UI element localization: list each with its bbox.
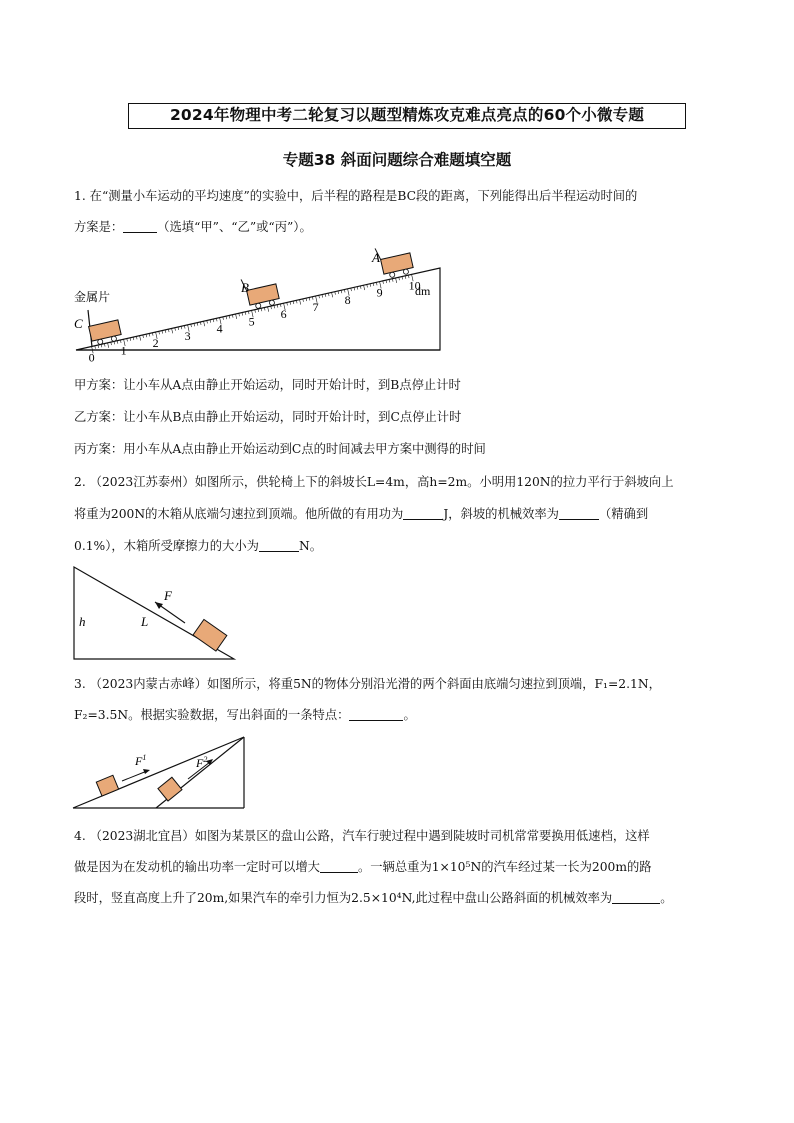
ruler-tick xyxy=(300,300,301,305)
ruler-label: 1 xyxy=(120,343,127,358)
q2-part4: 0.1%），木箱所受摩擦力的大小为 xyxy=(74,539,259,553)
ruler-tick xyxy=(396,278,397,283)
point-a-label: A xyxy=(372,250,380,265)
q3-part2: 。 xyxy=(403,708,416,722)
force-label-f2: $F^2$ xyxy=(196,755,208,770)
q4-part2: 。一辆总重为1×10⁵N的汽车经过某一长为200m的路 xyxy=(357,860,652,874)
q1-text-line2 xyxy=(74,219,312,235)
q2-part3: （精确到 xyxy=(598,507,649,521)
q2-text-line2 xyxy=(74,506,648,522)
incline-board xyxy=(76,268,440,350)
q2-useful-work-blank[interactable] xyxy=(403,507,443,520)
ruler-label: 10 xyxy=(408,278,421,293)
q2-part1: 将重为200N的木箱从底端匀速拉到顶端。他所做的有用功为 xyxy=(74,507,404,521)
q4-part4: 。 xyxy=(660,891,673,905)
q4-part3: 段时，竖直高度上升了20m,如果汽车的牵引力恒为2.5×10⁴N,此过程中盘山公路斜面的机械效率为 xyxy=(74,891,613,905)
ruler-tick xyxy=(268,307,269,312)
height-label-h: h xyxy=(79,614,86,629)
q3-part1: F₂=3.5N。根据实验数据，写出斜面的一条特点： xyxy=(74,708,350,722)
force-arrowhead xyxy=(155,602,163,609)
ruler-tick xyxy=(332,292,333,297)
q1-plan-b: 乙方案：让小车从B点由静止开始运动，同时开始计时，到C点停止计时 xyxy=(74,410,462,424)
q4-text-line1: 4. （2023湖北宜昌）如图为某景区的盘山公路，汽车行驶过程中遇到陡坡时司机常常要换用低速档，这样 xyxy=(74,829,650,843)
ruler-tick xyxy=(172,328,173,333)
q4-text-line3 xyxy=(74,890,673,906)
q1-text-line1: 1. 在“测量小车运动的平均速度”的实验中，后半程的路程是BC段的距离，下列能得出后半程运动时间的 xyxy=(74,189,638,203)
force-label-f1: $F^1$ xyxy=(135,753,147,768)
q1-options: （选填“甲”、“乙”或“丙”）。 xyxy=(157,220,312,234)
q3-text-line1: 3. （2023内蒙古赤峰）如图所示，将重5N的物体分别沿光滑的两个斜面由底端匀速拉到顶端，F₁=2.1N， xyxy=(74,677,661,691)
q2-part2: J，斜坡的机械效率为 xyxy=(443,507,559,521)
q4-gear-blank[interactable] xyxy=(320,860,358,873)
cart-at-a xyxy=(375,241,414,279)
length-label-l: L xyxy=(141,614,149,629)
q2-friction-blank[interactable] xyxy=(259,539,299,552)
q1-incline-figure xyxy=(70,248,450,368)
force-label-f: F xyxy=(164,588,172,603)
gentle-slope xyxy=(73,737,244,808)
q3-two-slopes-figure xyxy=(70,735,250,811)
ruler-label: 9 xyxy=(376,285,383,300)
ruler-label: 4 xyxy=(216,321,223,336)
q1-plan-a: 甲方案：让小车从A点由静止开始运动，同时开始计时，到B点停止计时 xyxy=(74,378,461,392)
block-on-gentle-slope xyxy=(96,775,118,796)
ruler-unit: dm xyxy=(415,284,431,298)
block-on-steep-slope xyxy=(158,777,182,801)
ruler-tick xyxy=(108,343,109,348)
ruler-label: 8 xyxy=(344,292,351,307)
q2-text-line3 xyxy=(74,538,322,554)
q4-efficiency-blank[interactable] xyxy=(612,891,660,904)
ruler-label: 5 xyxy=(248,314,255,329)
q2-efficiency-blank[interactable] xyxy=(559,507,599,520)
ruler-tick xyxy=(140,336,141,341)
ruler-label: 6 xyxy=(280,307,287,322)
point-b-label: B xyxy=(241,280,249,295)
q1-answer-blank[interactable] xyxy=(123,220,157,233)
point-c-label: C xyxy=(74,316,83,331)
q3-text-line2 xyxy=(74,707,416,723)
ruler-label: 0 xyxy=(88,350,95,365)
q2-part5: N。 xyxy=(298,539,323,553)
ruler-tick xyxy=(364,285,365,290)
ruler-label: 7 xyxy=(312,300,319,315)
q2-text-line1: 2. （2023江苏泰州）如图所示，供轮椅上下的斜坡长L=4m，高h=2m。小明用120N的拉力平行于斜坡向上 xyxy=(74,475,674,489)
document-title: 2024年物理中考二轮复习以题型精炼攻克难点亮点的60个小微专题 xyxy=(128,103,686,129)
q2-slope-figure xyxy=(70,565,240,663)
wooden-box xyxy=(193,619,227,651)
q4-text-line2 xyxy=(74,859,652,875)
ruler-label: 3 xyxy=(184,328,191,343)
ruler-label: 2 xyxy=(152,336,159,351)
ruler-tick xyxy=(204,321,205,326)
q1-plan-c: 丙方案：用小车从A点由静止开始运动到C点的时间减去甲方案中测得的时间 xyxy=(74,442,486,456)
metal-plate-label: 金属片 xyxy=(74,290,111,304)
ruler-tick xyxy=(236,314,237,319)
section-subtitle: 专题38 斜面问题综合难题填空题 xyxy=(282,151,512,169)
q4-part1: 做是因为在发动机的输出功率一定时可以增大 xyxy=(74,860,320,874)
q3-answer-blank[interactable] xyxy=(349,708,403,721)
q1-prompt: 方案是： xyxy=(74,220,124,234)
force-arrow-f1 xyxy=(143,769,150,774)
